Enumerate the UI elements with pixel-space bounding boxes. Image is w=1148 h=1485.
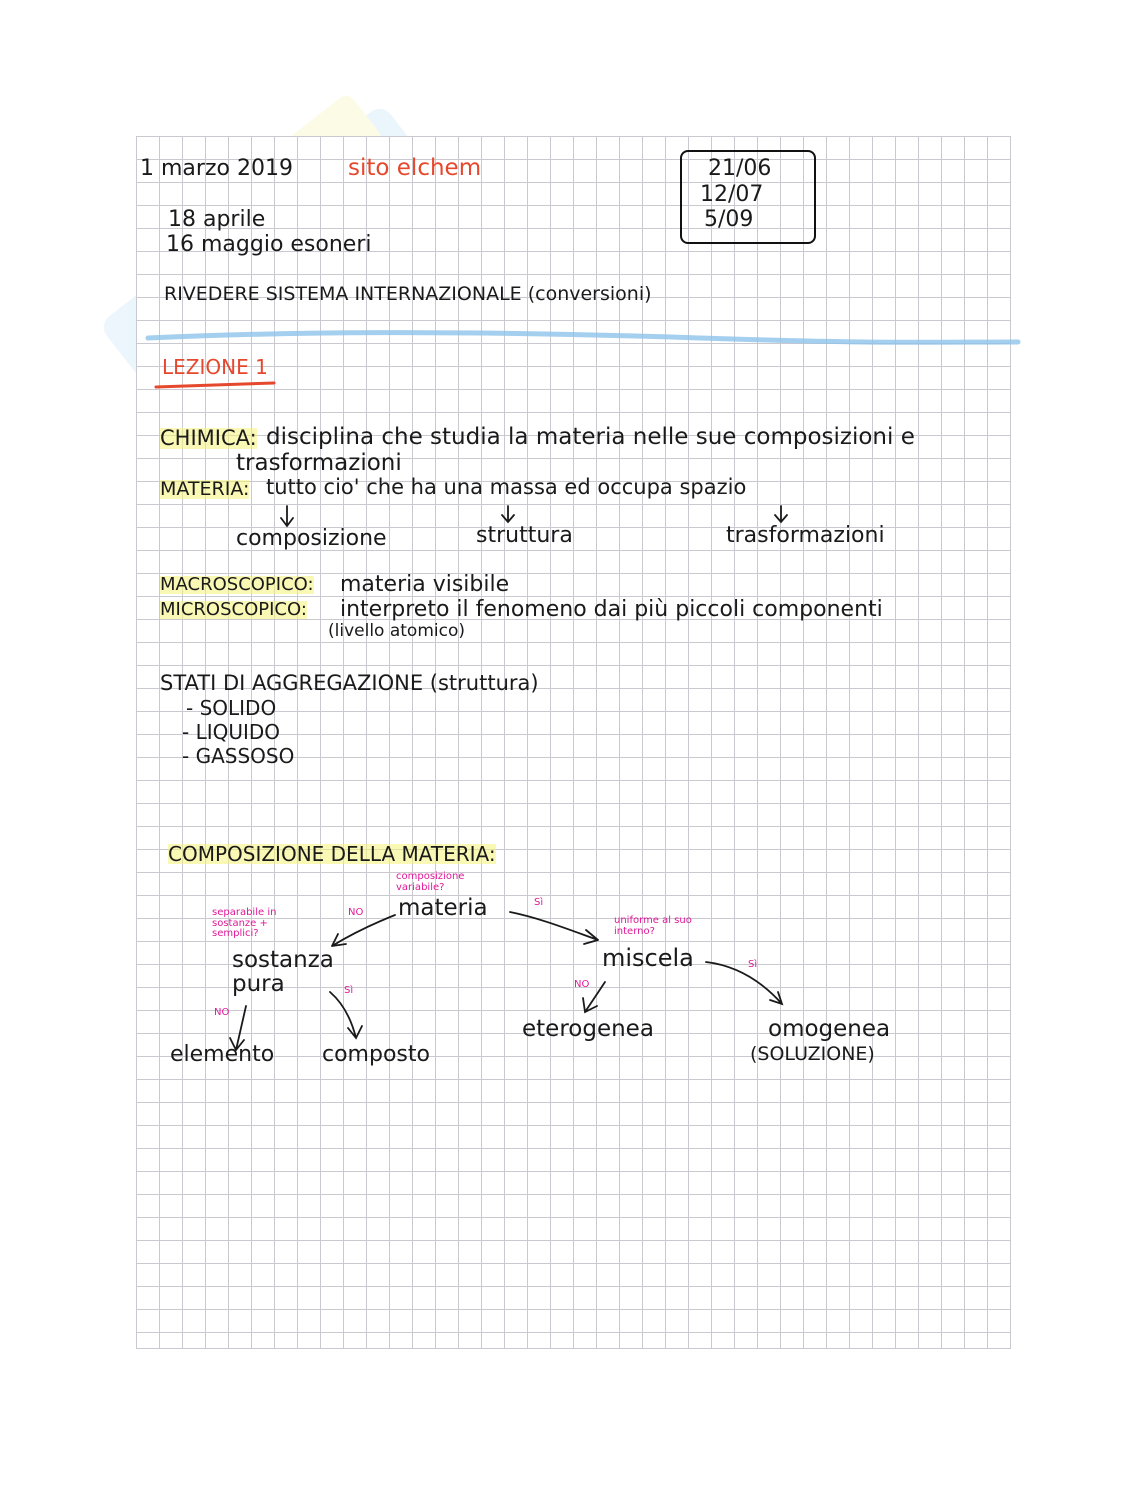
diagram-title: COMPOSIZIONE DELLA MATERIA: — [168, 842, 496, 866]
chimica-definition-cont: trasformazioni — [236, 450, 402, 476]
node-omogenea: omogenea — [768, 1016, 891, 1042]
macroscopico-term: MACROSCOPICO: — [160, 574, 314, 595]
node-sostanza-pura: sostanza pura — [232, 947, 334, 998]
box-date-1: 21/06 — [708, 156, 772, 181]
macroscopico-definition: materia visibile — [340, 572, 510, 597]
arrow-materia-sostanza — [332, 915, 395, 946]
site-text: sito elchem — [348, 155, 482, 181]
aspect-composizione: composizione — [236, 526, 387, 551]
exam-date-1: 18 aprile — [168, 207, 266, 232]
aspect-trasformazioni: trasformazioni — [726, 523, 885, 548]
state-solido: - SOLIDO — [186, 696, 277, 720]
node-eterogenea: eterogenea — [522, 1016, 654, 1042]
microscopico-term: MICROSCOPICO: — [160, 599, 307, 620]
node-composto: composto — [322, 1042, 430, 1067]
question-sostanza: separabile in sostanze + semplici? — [212, 907, 277, 939]
node-elemento: elemento — [170, 1042, 275, 1067]
question-materia: composizione variabile? — [396, 871, 465, 893]
node-omogenea-note: (SOLUZIONE) — [750, 1043, 875, 1065]
edge-label-si-1: Sì — [534, 897, 544, 908]
node-miscela: miscela — [602, 944, 694, 972]
exam-date-2: 16 maggio esoneri — [166, 232, 372, 257]
aspect-struttura: struttura — [476, 523, 573, 548]
edge-label-si-3: Sì — [344, 985, 354, 996]
node-materia: materia — [398, 895, 488, 921]
arrow-miscela-omogenea — [706, 959, 782, 1004]
arrow-materia-miscela — [510, 912, 598, 944]
edge-label-no-3: NO — [574, 979, 590, 990]
lesson-underline — [156, 383, 274, 387]
edge-label-no-2: NO — [214, 1007, 230, 1018]
materia-term: MATERIA: — [160, 478, 250, 500]
chimica-term: CHIMICA: — [160, 426, 257, 450]
materia-definition: tutto cio' che ha una massa ed occupa spazio — [266, 475, 747, 499]
box-date-3: 5/09 — [704, 207, 754, 232]
state-gassoso: - GASSOSO — [182, 744, 295, 768]
lesson-title: LEZIONE 1 — [162, 355, 268, 379]
arrow-sostanza-composto — [330, 992, 362, 1038]
state-liquido: - LIQUIDO — [182, 720, 281, 744]
reminder-text: RIVEDERE SISTEMA INTERNAZIONALE (conversioni) — [164, 283, 652, 305]
arrow-struttura — [502, 506, 514, 522]
arrow-composizione — [281, 506, 293, 526]
arrow-trasformazioni — [775, 506, 787, 522]
question-miscela: uniforme al suo interno? — [614, 915, 692, 937]
microscopico-definition-cont: (livello atomico) — [328, 621, 465, 641]
states-title: STATI DI AGGREGAZIONE (struttura) — [160, 671, 539, 695]
edge-label-si-2: Sì — [748, 959, 758, 970]
edge-label-no-1: NO — [348, 907, 364, 918]
box-date-2: 12/07 — [700, 182, 764, 207]
microscopico-definition: interpreto il fenomeno dai più piccoli componenti — [340, 597, 883, 622]
date-text: 1 marzo 2019 — [140, 156, 293, 181]
blue-separator-line — [148, 333, 1018, 343]
chimica-definition: disciplina che studia la materia nelle sue composizioni e — [266, 424, 915, 450]
